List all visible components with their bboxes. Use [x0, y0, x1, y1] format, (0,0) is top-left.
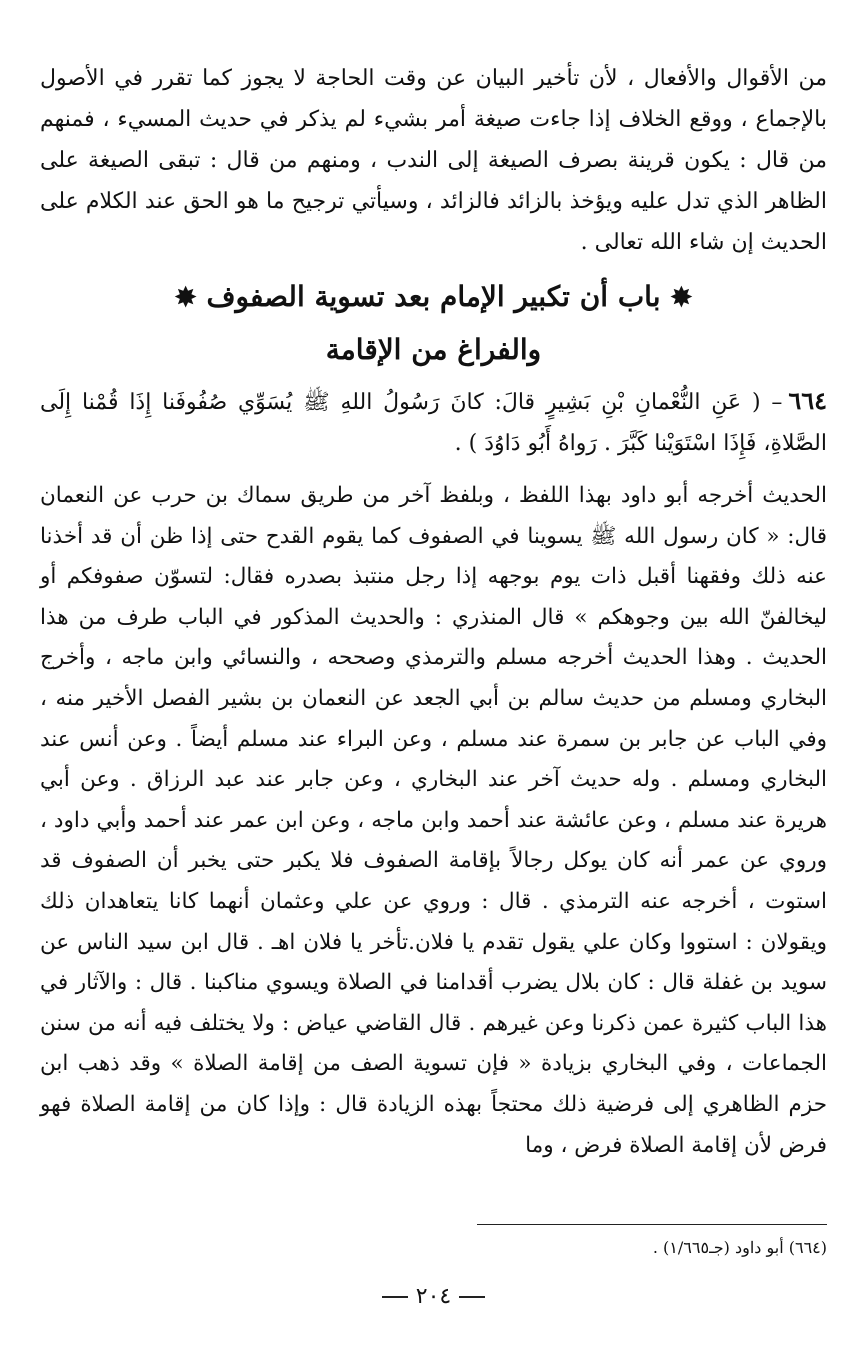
chapter-title-line2: والفراغ من الإقامة — [325, 333, 542, 366]
hadith-number: ٦٦٤ — [788, 386, 827, 415]
footnote-divider — [477, 1224, 827, 1225]
commentary-paragraph: الحديث أخرجه أبو داود بهذا اللفظ ، وبلفظ آخر من طريق سماك بن حرب عن النعمان قال: « كان رسول الله ﷺ يسوينا في الصفوف كما يقوم القدح حتى إذا ظن أن قد أخذنا عنه ذلك وفقهنا أقبل ذات يوم بوجهه إذا رجل منتبذ بصدره فقال: لتسوّن صفوفكم أو ليخالفنّ الله بين وجوهكم » قال المنذري : والحديث المذكور في الباب طرف من هذا الحديث . وهذا الحديث أخرجه مسلم والترمذي وصححه ، والنسائي وابن ماجه ، وأخرج البخاري ومسلم من حديث سالم بن أبي الجعد عن النعمان بن بشير الفصل الأخير منه ، وفي الباب عن جابر بن سمرة عند مسلم ، وعن البراء عند مسلم أيضاً . وعن أنس عند البخاري ومسلم . وله حديث آخر عند البخاري ، وعن جابر عند عبد الرزاق . وعن أبي هريرة عند مسلم ، وعن عائشة عند أحمد وابن ماجه ، وعن ابن عمر عند أحمد وأبي داود ، وروي عن عمر أنه كان يوكل رجالاً بإقامة الصفوف فلا يكبر حتى يخبر أن الصفوف قد استوت ، أخرجه عنه الترمذي . قال : وروي عن علي وعثمان أنهما كانا يتعاهدان ذلك ويقولان : استووا وكان علي يقول تقدم يا فلان.تأخر يا فلان اهـ . قال ابن سيد الناس عن سويد بن غفلة قال : كان بلال يضرب أقدامنا في الصلاة ويسوي مناكبنا . قال : والآثار في هذا الباب كثيرة عمن ذكرنا وعن غيرهم . قال القاضي عياض : ولا يختلف فيه أنه من سنن الجماعات ، وفي البخاري بزيادة « فإن تسوية الصف من إقامة الصلاة » وقد ذهب ابن حزم الظاهري إلى فرضية ذلك محتجاً بهذه الزيادة قال : وإذا كان من إقامة الصلاة فهو فرض لأن إقامة الصلاة فرض ، وما — [40, 483, 827, 1158]
page-number-dash — [382, 1296, 408, 1298]
chapter-title-text: باب أن تكبير الإمام بعد تسوية الصفوف — [206, 280, 661, 313]
hadith-body: – ( عَنِ النُّعْمانِ بْنِ بَشِيرٍ قالَ: كانَ رَسُولُ اللهِ ﷺ يُسَوِّي صُفُوفَنا إِذَا قُمْنا إِلَى الصَّلاةِ، فَإِذَا اسْتَوَيْنا كَبَّرَ . رَواهُ أَبُو دَاوُدَ ) . — [40, 390, 827, 456]
page-number — [0, 1284, 867, 1309]
chapter-title-line1 — [40, 271, 827, 324]
page-number-text: ٢٠٤ — [415, 1284, 452, 1309]
star-ornament-icon: ✸ — [174, 283, 197, 313]
page-number-dash — [459, 1296, 485, 1298]
footnote: (٦٦٤) أبو داود (جـ١/٦٦٥) . — [652, 1238, 827, 1257]
star-ornament-icon: ✸ — [670, 283, 693, 313]
hadith-text — [40, 380, 827, 464]
intro-paragraph: من الأقوال والأفعال ، لأن تأخير البيان عن وقت الحاجة لا يجوز كما تقرر في الأصول بالإجماع ، ووقع الخلاف إذا جاءت صيغة أمر بشيء لم يذكر في حديث المسيء ، فمنهم من قال : يكون قرينة بصرف الصيغة إلى الندب ، ومنهم من قال : تبقى الصيغة على الظاهر الذي تدل عليه ويؤخذ بالزائد فالزائد ، وسيأتي ترجيح ما هو الحق عند الكلام على الحديث إن شاء الله تعالى . — [40, 66, 827, 255]
